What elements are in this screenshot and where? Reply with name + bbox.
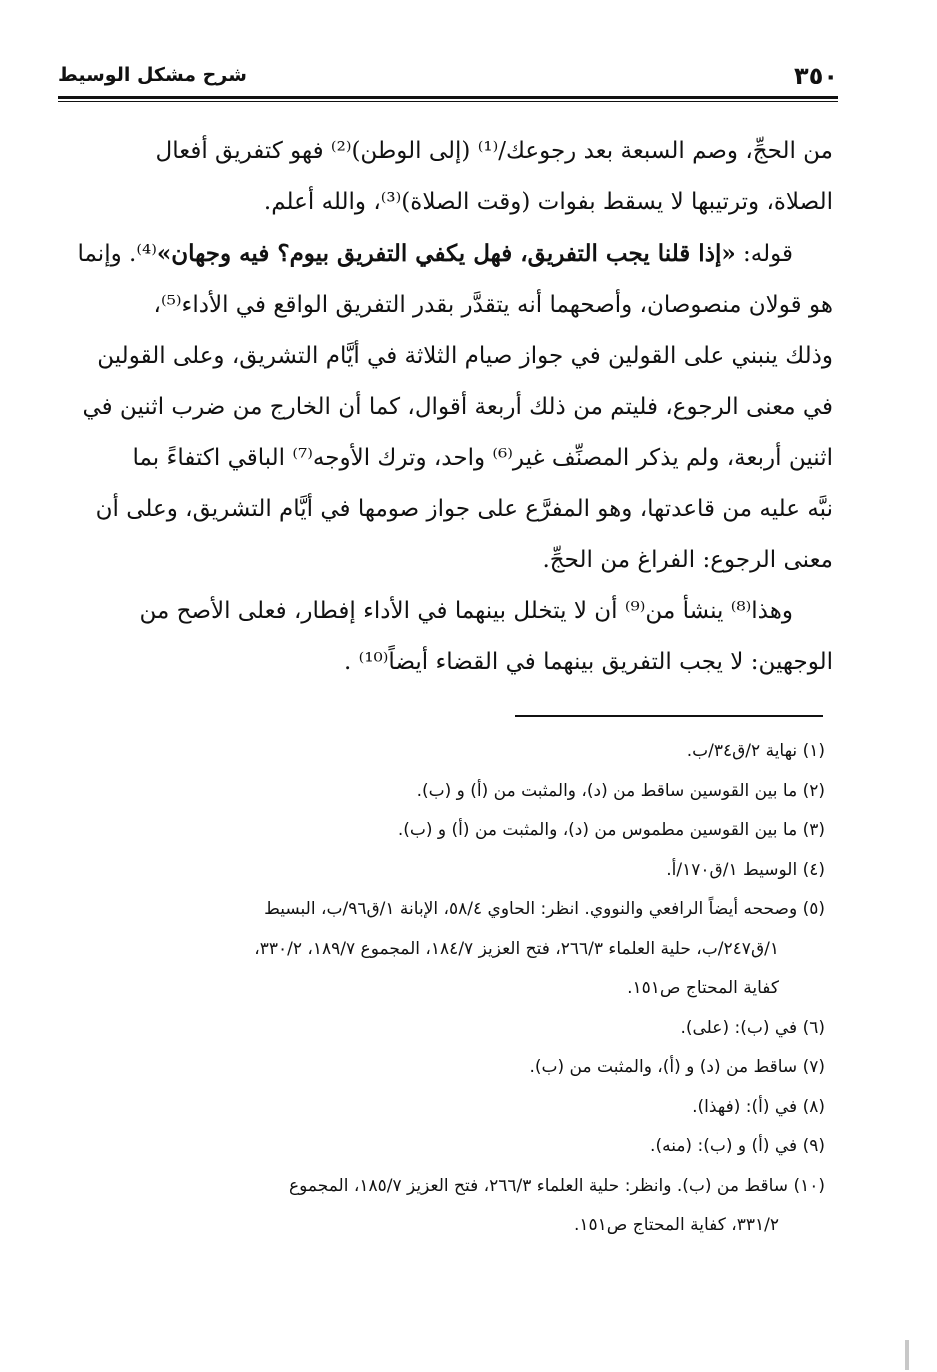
footnote: (٨) في (أ): (فهذا). [692, 1096, 825, 1117]
header-rule-thick [58, 96, 838, 99]
body-line: من الحجِّ، وصم السبعة بعد رجوعك/⁽¹⁾ (إلى الوطن)⁽²⁾ فهو كتفريق أفعال [155, 138, 833, 164]
body-line: الوجهين: لا يجب التفريق بينهما في القضاء أيضاً⁽¹⁰⁾ . [344, 649, 833, 675]
footnote: (٣) ما بين القوسين مطموس من (د)، والمثبت من (أ) و (ب). [397, 820, 825, 840]
main-text [65, 126, 833, 688]
footnote: (٦) في (ب): (على). [680, 1017, 825, 1038]
footnote: (٢) ما بين القوسين ساقط من (د)، والمثبت من (أ) و (ب). [416, 780, 825, 801]
body-line: هو قولان منصوصان، وأصحهما أنه يتقدَّر بقدر التفريق الواقع في الأداء⁽⁵⁾، [153, 292, 833, 318]
footnote: (١) نهاية ٢/ق٣٤/ب. [686, 741, 825, 761]
footnotes [65, 732, 825, 1246]
header-rule-thin [58, 101, 838, 102]
footnote-continuation: ٣٣١/٢، كفاية المحتاج ص١٥١. [573, 1215, 779, 1235]
page-number: ٣٥٠ [794, 62, 838, 90]
body-line-tail: ⁽⁴⁾. وإنما [77, 241, 157, 267]
footnote: (٥) وصححه أيضاً الرافعي والنووي. انظر: الحاوي ٥٨/٤، الإبانة ١/ق٩٦/ب، البسيط [264, 899, 825, 919]
footnote: (٧) ساقط من (د) و (أ)، والمثبت من (ب). [529, 1057, 825, 1077]
body-line: نبَّه عليه من قاعدتها، وهو المفرَّع على جواز صومها في أيَّام التشريق، وعلى أن [95, 496, 833, 522]
body-line: الصلاة، وترتيبها لا يسقط بفوات (وقت الصلاة)⁽³⁾، والله أعلم. [263, 189, 833, 215]
body-line [65, 228, 833, 280]
footnote-continuation: كفاية المحتاج ص١٥١. [627, 978, 779, 998]
body-line: وذلك ينبني على القولين في جواز صيام الثلاثة في أيَّام التشريق، وعلى القولين [97, 343, 833, 369]
footnote: (١٠) ساقط من (ب). وانظر: حلية العلماء ٢٦٦/٣، فتح العزيز ١٨٥/٧، المجموع [288, 1175, 825, 1196]
body-line: اثنين أربعة، ولم يذكر المصنِّف غير⁽⁶⁾ واحد، وترك الأوجه⁽⁷⁾ الباقي اكتفاءً بما [132, 445, 833, 471]
body-line: في معنى الرجوع، فليتم من ذلك أربعة أقوال، كما أن الخارج من ضرب اثنين في [82, 394, 833, 420]
page-header [58, 60, 838, 100]
footnote-continuation: ١/ق٢٤٧/ب، حلية العلماء ٢٦٦/٣، فتح العزيز ١٨٤/٧، المجموع ١٨٩/٧، ٣٣٠/٢، [254, 938, 779, 959]
quote-lead: قوله: [735, 241, 793, 267]
body-line: وهذا⁽⁸⁾ ينشأ من⁽⁹⁾ أن لا يتخلل بينهما في الأداء إفطار، فعلى الأصح من [139, 598, 793, 624]
body-line: معنى الرجوع: الفراغ من الحجِّ. [542, 547, 833, 573]
quoted-text: «إذا قلنا يجب التفريق، فهل يكفي التفريق بيوم؟ فيه وجهان» [156, 240, 736, 267]
scan-edge-mark [905, 1340, 909, 1370]
footnote: (٩) في (أ) و (ب): (منه). [650, 1136, 825, 1156]
footnote: (٤) الوسيط ١/ق١٧٠/أ. [666, 859, 825, 880]
running-title: شرح مشكل الوسيط [58, 64, 247, 86]
footnote-separator [515, 715, 823, 717]
